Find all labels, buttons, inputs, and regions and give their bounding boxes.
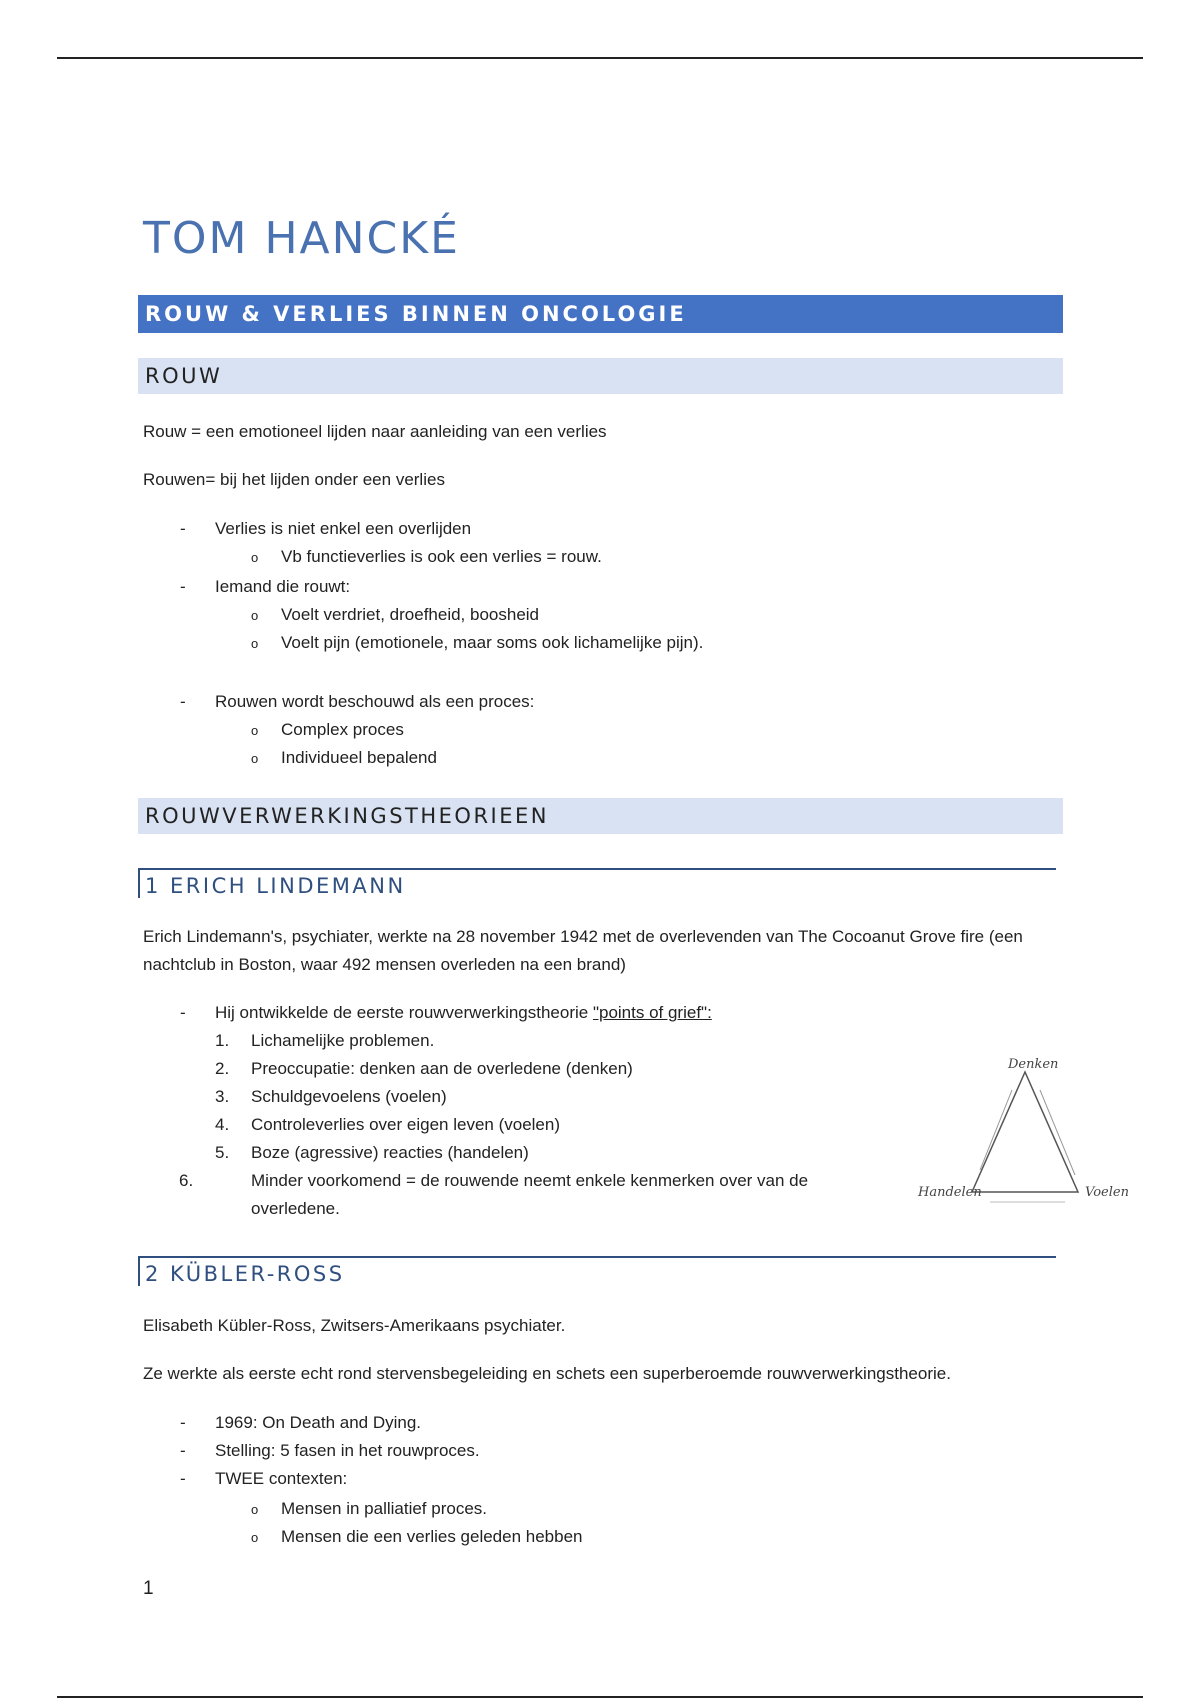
list-item-text: Mensen in palliatief proces. — [281, 1499, 488, 1518]
grief-triangle-diagram — [900, 1050, 1150, 1220]
document-title: TOM HANCKÉ — [143, 213, 460, 264]
numbered-item: 3. Schuldgevoelens (voelen) — [215, 1087, 447, 1106]
bullet-dash: - — [180, 577, 186, 596]
header-rule — [57, 57, 1143, 59]
list-item — [251, 1523, 583, 1552]
bullet-dash: - — [180, 1441, 186, 1460]
bullet-circle: o — [251, 1530, 259, 1545]
list-item-text: Voelt pijn (emotionele, maar soms ook lichamelijke pijn). — [281, 633, 704, 652]
arrow-right — [1040, 1090, 1075, 1175]
bullet-dash: - — [180, 519, 186, 538]
diagram-label-voelen: Voelen — [1085, 1185, 1129, 1200]
list-item — [251, 629, 703, 658]
heading-lindemann: 1 ERICH LINDEMANN — [138, 868, 1056, 898]
numbered-item: 5. Boze (agressive) reacties (handelen) — [215, 1143, 529, 1162]
list-item — [180, 999, 712, 1027]
arrow-left — [980, 1090, 1012, 1170]
bullet-dash: - — [180, 1003, 186, 1022]
list-item — [180, 573, 350, 601]
paragraph: Rouw = een emotioneel lijden naar aanleiding van een verlies — [143, 422, 607, 441]
heading-theories: ROUWVERWERKINGSTHEORIEEN — [138, 798, 1063, 834]
paragraph: Elisabeth Kübler-Ross, Zwitsers-Amerikaans psychiater. — [143, 1316, 566, 1335]
numbered-item: 4. Controleverlies over eigen leven (voelen) — [215, 1115, 560, 1134]
heading-1: ROUW & VERLIES BINNEN ONCOLOGIE — [138, 295, 1063, 333]
list-item — [251, 1495, 487, 1524]
numbered-item-text: Preoccupatie: denken aan de overledene (denken) — [251, 1059, 633, 1078]
list-item — [251, 543, 602, 572]
list-item — [180, 1437, 480, 1465]
heading-rouw: ROUW — [138, 358, 1063, 394]
list-item — [251, 716, 404, 745]
list-item-text: TWEE contexten: — [215, 1469, 348, 1488]
bullet-dash: - — [180, 1413, 186, 1432]
list-item-text: 1969: On Death and Dying. — [215, 1413, 422, 1432]
numbered-item-text: Controleverlies over eigen leven (voelen) — [251, 1115, 560, 1134]
numbered-item: 2. Preoccupatie: denken aan de overledene (denken) — [215, 1059, 633, 1078]
bullet-circle: o — [251, 636, 259, 651]
numbered-item-text: Boze (agressive) reacties (handelen) — [251, 1143, 529, 1162]
page-number: 1 — [143, 1578, 154, 1599]
numbered-item: 6. Minder voorkomend = de rouwende neemt enkele kenmerken over van de overledene. — [179, 1171, 809, 1218]
list-item-text: Verlies is niet enkel een overlijden — [215, 519, 472, 538]
list-item-text: Iemand die rouwt: — [215, 577, 351, 596]
diagram-label-denken: Denken — [1008, 1057, 1059, 1072]
list-item — [251, 744, 437, 773]
list-item-text: Hij ontwikkelde de eerste rouwverwerkingstheorie — [215, 1003, 593, 1022]
list-item — [251, 601, 539, 630]
list-item-text: Stelling: 5 fasen in het rouwproces. — [215, 1441, 480, 1460]
diagram-label-handelen: Handelen — [918, 1185, 982, 1200]
list-item-text: Complex proces — [281, 720, 404, 739]
list-item — [180, 1465, 347, 1493]
list-item-text: Individueel bepalend — [281, 748, 437, 767]
paragraph: Erich Lindemann's, psychiater, werkte na 28 november 1942 met de overlevenden van The Cocoanut Grove fire (een nachtclub in Boston, waar 492 mensen overleden na een brand) — [143, 927, 1023, 974]
bullet-circle: o — [251, 723, 259, 738]
list-item — [180, 1409, 421, 1437]
numbered-item-text: Lichamelijke problemen. — [251, 1031, 435, 1050]
numbered-item-text: Minder voorkomend = de rouwende neemt enkele kenmerken over van de overledene. — [251, 1171, 809, 1218]
list-item-text: Vb functieverlies is ook een verlies = rouw. — [281, 547, 602, 566]
list-item — [180, 688, 534, 716]
paragraph: Rouwen= bij het lijden onder een verlies — [143, 470, 445, 489]
points-of-grief-term: "points of grief": — [592, 1003, 712, 1022]
bullet-circle: o — [251, 608, 259, 623]
bullet-circle: o — [251, 751, 259, 766]
list-item — [180, 515, 471, 543]
paragraph: Ze werkte als eerste echt rond stervensbegeleiding en schets een superberoemde rouwverwerkingstheorie. — [143, 1364, 951, 1383]
bullet-circle: o — [251, 550, 259, 565]
heading-kubler-ross: 2 KÜBLER-ROSS — [138, 1256, 1056, 1286]
list-item-text: Mensen die een verlies geleden hebben — [281, 1527, 583, 1546]
triangle-shape — [972, 1072, 1078, 1192]
numbered-item-text: Schuldgevoelens (voelen) — [251, 1087, 447, 1106]
numbered-item: 1. Lichamelijke problemen. — [215, 1031, 435, 1050]
bullet-dash: - — [180, 692, 186, 711]
list-item-text: Voelt verdriet, droefheid, boosheid — [281, 605, 540, 624]
footer-rule — [57, 1696, 1143, 1698]
bullet-circle: o — [251, 1502, 259, 1517]
bullet-dash: - — [180, 1469, 186, 1488]
list-item-text: Rouwen wordt beschouwd als een proces: — [215, 692, 535, 711]
